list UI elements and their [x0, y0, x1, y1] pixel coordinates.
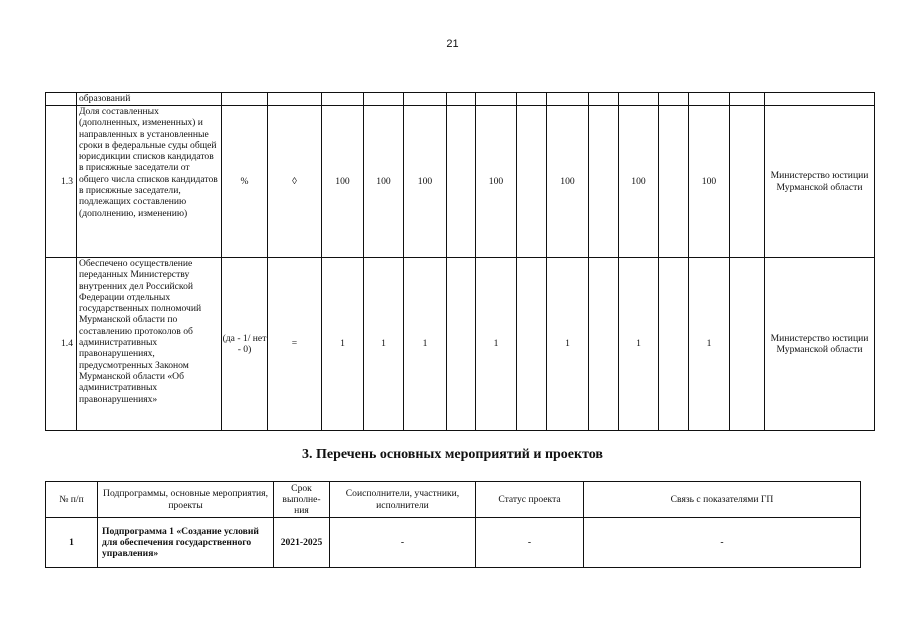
measures-table	[45, 481, 861, 568]
value-cell: 1	[476, 258, 517, 431]
indicator-name: Обеспечено осуществление переданных Министерству внутренних дел Российской Федерации отдельных государственных полномочий Мурманской области по составлению протоколов об административных правонарушениях, предусмотренных Законом Мурманской области «Об административных правонарушениях»	[77, 258, 222, 431]
header-cell: Статус проекта	[476, 482, 584, 518]
trend-symbol: =	[268, 258, 322, 431]
section-heading: 3. Перечень основных мероприятий и проектов	[302, 447, 603, 462]
continued-indicator-name: образований	[77, 93, 222, 106]
value-cell: 100	[404, 106, 447, 258]
value-cell: 1	[322, 258, 364, 431]
table-header-row	[46, 482, 861, 518]
header-cell: № п/п	[46, 482, 98, 518]
participants-cell: -	[330, 518, 476, 568]
header-cell: Срок выполне-ния	[274, 482, 330, 518]
page-number: 21	[446, 38, 459, 50]
value-cell: 1	[619, 258, 659, 431]
header-cell: Связь с показателями ГП	[584, 482, 861, 518]
table-row	[46, 518, 861, 568]
row-number: 1.4	[46, 258, 77, 431]
value-cell: 100	[619, 106, 659, 258]
value-cell: 100	[322, 106, 364, 258]
table-row	[46, 106, 875, 258]
header-cell: Соисполнители, участники, исполнители	[330, 482, 476, 518]
indicator-name: Доля составленных (дополненных, измененных) и направленных в установленные сроки в федеральные суды общей юрисдикции списков кандидатов в присяжные заседатели от общего числа списков кандидатов в присяжные заседатели, подлежащих составлению (дополнению, изменению)	[77, 106, 222, 258]
table-row	[46, 93, 875, 106]
value-cell: 1	[404, 258, 447, 431]
value-cell: 1	[547, 258, 589, 431]
unit-cell: %	[222, 106, 268, 258]
value-cell: 1	[689, 258, 730, 431]
subprogram-name: Подпрограмма 1 «Создание условий для обеспечения государственного управления»	[98, 518, 274, 568]
status-cell: -	[476, 518, 584, 568]
period-cell: 2021-2025	[274, 518, 330, 568]
responsible-cell: Министерство юстиции Мурманской области	[765, 106, 875, 258]
header-cell: Подпрограммы, основные мероприятия, проекты	[98, 482, 274, 518]
responsible-cell: Министерство юстиции Мурманской области	[765, 258, 875, 431]
indicators-table	[45, 92, 875, 431]
value-cell: 100	[689, 106, 730, 258]
unit-cell: (да - 1/ нет - 0)	[222, 258, 268, 431]
row-number: 1.3	[46, 106, 77, 258]
value-cell: 100	[476, 106, 517, 258]
value-cell: 100	[364, 106, 404, 258]
table-row	[46, 258, 875, 431]
value-cell: 1	[364, 258, 404, 431]
row-number: 1	[46, 518, 98, 568]
indicator-link-cell: -	[584, 518, 861, 568]
value-cell: 100	[547, 106, 589, 258]
trend-symbol: ◊	[268, 106, 322, 258]
